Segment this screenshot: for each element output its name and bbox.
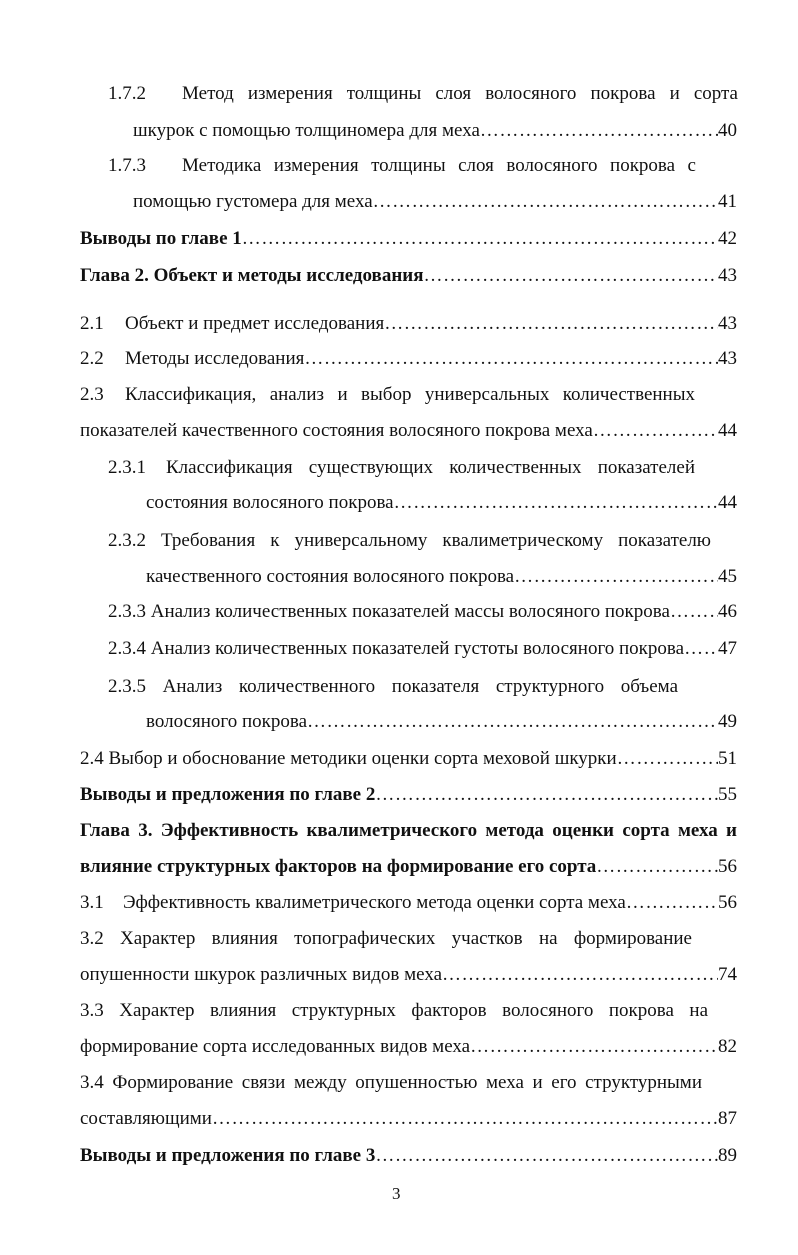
- toc-entry-chapter3-conclusions[interactable]: [80, 1144, 737, 1168]
- toc-entry-chapter2[interactable]: [80, 264, 737, 288]
- toc-entry-chapter3[interactable]: [80, 855, 737, 879]
- dot-leader: [304, 347, 718, 371]
- toc-entry-3-2[interactable]: [80, 963, 737, 987]
- toc-entry-1-7-2-title-line2: шкурок с помощью толщиномера для меха: [133, 120, 480, 141]
- dot-leader: [442, 963, 718, 987]
- toc-entry-page: 43: [718, 265, 737, 286]
- toc-entry-chapter3-title-line2: влияние структурных факторов на формирование его сорта: [80, 856, 597, 877]
- dot-leader: [596, 855, 718, 879]
- toc-entry-2-3-2[interactable]: [146, 565, 737, 589]
- toc-entry-2-3-2-title-line1: Требования к универсальному квалиметрическому показателю: [161, 530, 711, 551]
- dot-leader: [375, 783, 718, 807]
- toc-entry-number: 2.1: [80, 313, 104, 334]
- toc-entry-2-3-2-title-line2: качественного состояния волосяного покрова: [146, 566, 515, 587]
- toc-entry-title: Методы исследования: [125, 348, 305, 369]
- dot-leader: [480, 119, 718, 143]
- toc-entry-2-3-1-title-line2: состояния волосяного покрова: [146, 492, 394, 513]
- toc-entry-2-3-5-title-line2: волосяного покрова: [146, 711, 308, 732]
- dot-leader: [593, 419, 718, 443]
- toc-entry-title: 2.3.3 Анализ количественных показателей массы волосяного покрова: [108, 601, 670, 622]
- toc-entry-2-3-5-page: 49: [718, 711, 737, 732]
- toc-entry-chapter3-title-line1: Глава 3. Эффективность квалиметрического метода оценки сорта меха и: [80, 820, 737, 841]
- toc-entry-2-2[interactable]: [80, 347, 737, 371]
- toc-entry-number: 2.2: [80, 348, 104, 369]
- toc-entry-2-3-page: 44: [718, 420, 737, 441]
- toc-entry-title: 2.4 Выбор и обоснование методики оценки сорта меховой шкурки: [80, 748, 617, 769]
- toc-entry-2-3-4[interactable]: [108, 637, 737, 661]
- dot-leader: [670, 600, 718, 624]
- toc-entry-title: Глава 2. Объект и методы исследования: [80, 265, 424, 286]
- toc-entry-chapter1-conclusions[interactable]: [80, 227, 737, 251]
- toc-entry-2-3-3[interactable]: [108, 600, 737, 624]
- dot-leader: [373, 190, 718, 214]
- toc-entry-page: 43: [718, 313, 737, 334]
- toc-entry-2-3-5[interactable]: [146, 710, 737, 734]
- toc-entry-3-3-title-line1: 3.3 Характер влияния структурных факторов волосяного покрова на: [80, 1000, 708, 1021]
- toc-entry-1-7-3-title-line1: Методика измерения толщины слоя волосяного покрова с: [182, 155, 696, 176]
- toc-entry-chapter3-page: 56: [718, 856, 737, 877]
- toc-entry-page: 47: [718, 638, 737, 659]
- toc-entry-title: 2.3.4 Анализ количественных показателей густоты волосяного покрова: [108, 638, 685, 659]
- toc-entry-2-3-2-page: 45: [718, 566, 737, 587]
- toc-entry-title: Выводы и предложения по главе 3: [80, 1145, 376, 1166]
- dot-leader: [384, 312, 718, 336]
- toc-entry-2-1[interactable]: [80, 312, 737, 336]
- toc-entry-chapter2-conclusions[interactable]: [80, 783, 737, 807]
- toc-entry-page: 51: [718, 748, 737, 769]
- toc-entry-2-3-title-line1: Классификация, анализ и выбор универсальных количественных: [125, 384, 695, 405]
- dot-leader: [617, 747, 718, 771]
- toc-entry-page: 42: [718, 228, 737, 249]
- toc-entry-1-7-2-page: 40: [718, 120, 737, 141]
- dot-leader: [307, 710, 718, 734]
- toc-entry-3-3-page: 82: [718, 1036, 737, 1057]
- toc-entry-title: Выводы по главе 1: [80, 228, 242, 249]
- dot-leader: [626, 891, 718, 915]
- toc-entry-3-4-title-line2: составляющими: [80, 1108, 212, 1129]
- toc-entry-page: 89: [718, 1145, 737, 1166]
- toc-entry-3-4-title-line1: 3.4 Формирование связи между опушенностью меха и его структурными: [80, 1072, 702, 1093]
- toc-entry-2-3-5-title-line1: 2.3.5 Анализ количественного показателя структурного объема: [108, 676, 678, 697]
- dot-leader: [684, 637, 718, 661]
- toc-entry-page: 43: [718, 348, 737, 369]
- toc-entry-3-2-title-line2: опушенности шкурок различных видов меха: [80, 964, 443, 985]
- toc-entry-3-2-page: 74: [718, 964, 737, 985]
- toc-entry-3-3-title-line2: формирование сорта исследованных видов меха: [80, 1036, 471, 1057]
- dot-leader: [242, 227, 718, 251]
- toc-entry-number: 3.1: [80, 892, 104, 913]
- dot-leader: [375, 1144, 718, 1168]
- toc-entry-3-1[interactable]: [80, 891, 737, 915]
- toc-entry-3-2-title-line1: 3.2 Характер влияния топографических участков на формирование: [80, 928, 692, 949]
- toc-entry-page: 56: [718, 892, 737, 913]
- toc-entry-1-7-3-number: 1.7.3: [108, 155, 146, 176]
- toc-entry-2-3-2-number: 2.3.2: [108, 530, 146, 551]
- toc-entry-1-7-2[interactable]: [133, 119, 737, 143]
- toc-entry-1-7-3-page: 41: [718, 191, 737, 212]
- toc-entry-2-3-1-title-line1: Классификация существующих количественных показателей: [166, 457, 695, 478]
- toc-entry-1-7-2-title-line1: Метод измерения толщины слоя волосяного покрова и сорта: [182, 83, 738, 104]
- toc-entry-2-3-1-number: 2.3.1: [108, 457, 146, 478]
- dot-leader: [394, 491, 718, 515]
- toc-entry-title: Выводы и предложения по главе 2: [80, 784, 376, 805]
- toc-entry-2-3-1[interactable]: [146, 491, 737, 515]
- toc-entry-title: Объект и предмет исследования: [125, 313, 385, 334]
- dot-leader: [212, 1107, 718, 1131]
- toc-entry-3-4-page: 87: [718, 1108, 737, 1129]
- dot-leader: [424, 264, 719, 288]
- toc-entry-2-3-1-page: 44: [718, 492, 737, 513]
- toc-entry-2-4[interactable]: [80, 747, 737, 771]
- toc-entry-2-3-number: 2.3: [80, 384, 104, 405]
- toc-entry-page: 55: [718, 784, 737, 805]
- toc-entry-2-3-title-line2: показателей качественного состояния волосяного покрова меха: [80, 420, 593, 441]
- toc-entry-title: Эффективность квалиметрического метода оценки сорта меха: [123, 892, 626, 913]
- dot-leader: [514, 565, 718, 589]
- toc-entry-page: 46: [718, 601, 737, 622]
- toc-entry-3-3[interactable]: [80, 1035, 737, 1059]
- toc-entry-1-7-2-number: 1.7.2: [108, 83, 146, 104]
- dot-leader: [470, 1035, 718, 1059]
- toc-entry-1-7-3-title-line2: помощью густомера для меха: [133, 191, 373, 212]
- toc-entry-1-7-3[interactable]: [133, 190, 737, 214]
- toc-entry-2-3[interactable]: [80, 419, 737, 443]
- toc-entry-3-4[interactable]: [80, 1107, 737, 1131]
- page-number: 3: [392, 1184, 401, 1203]
